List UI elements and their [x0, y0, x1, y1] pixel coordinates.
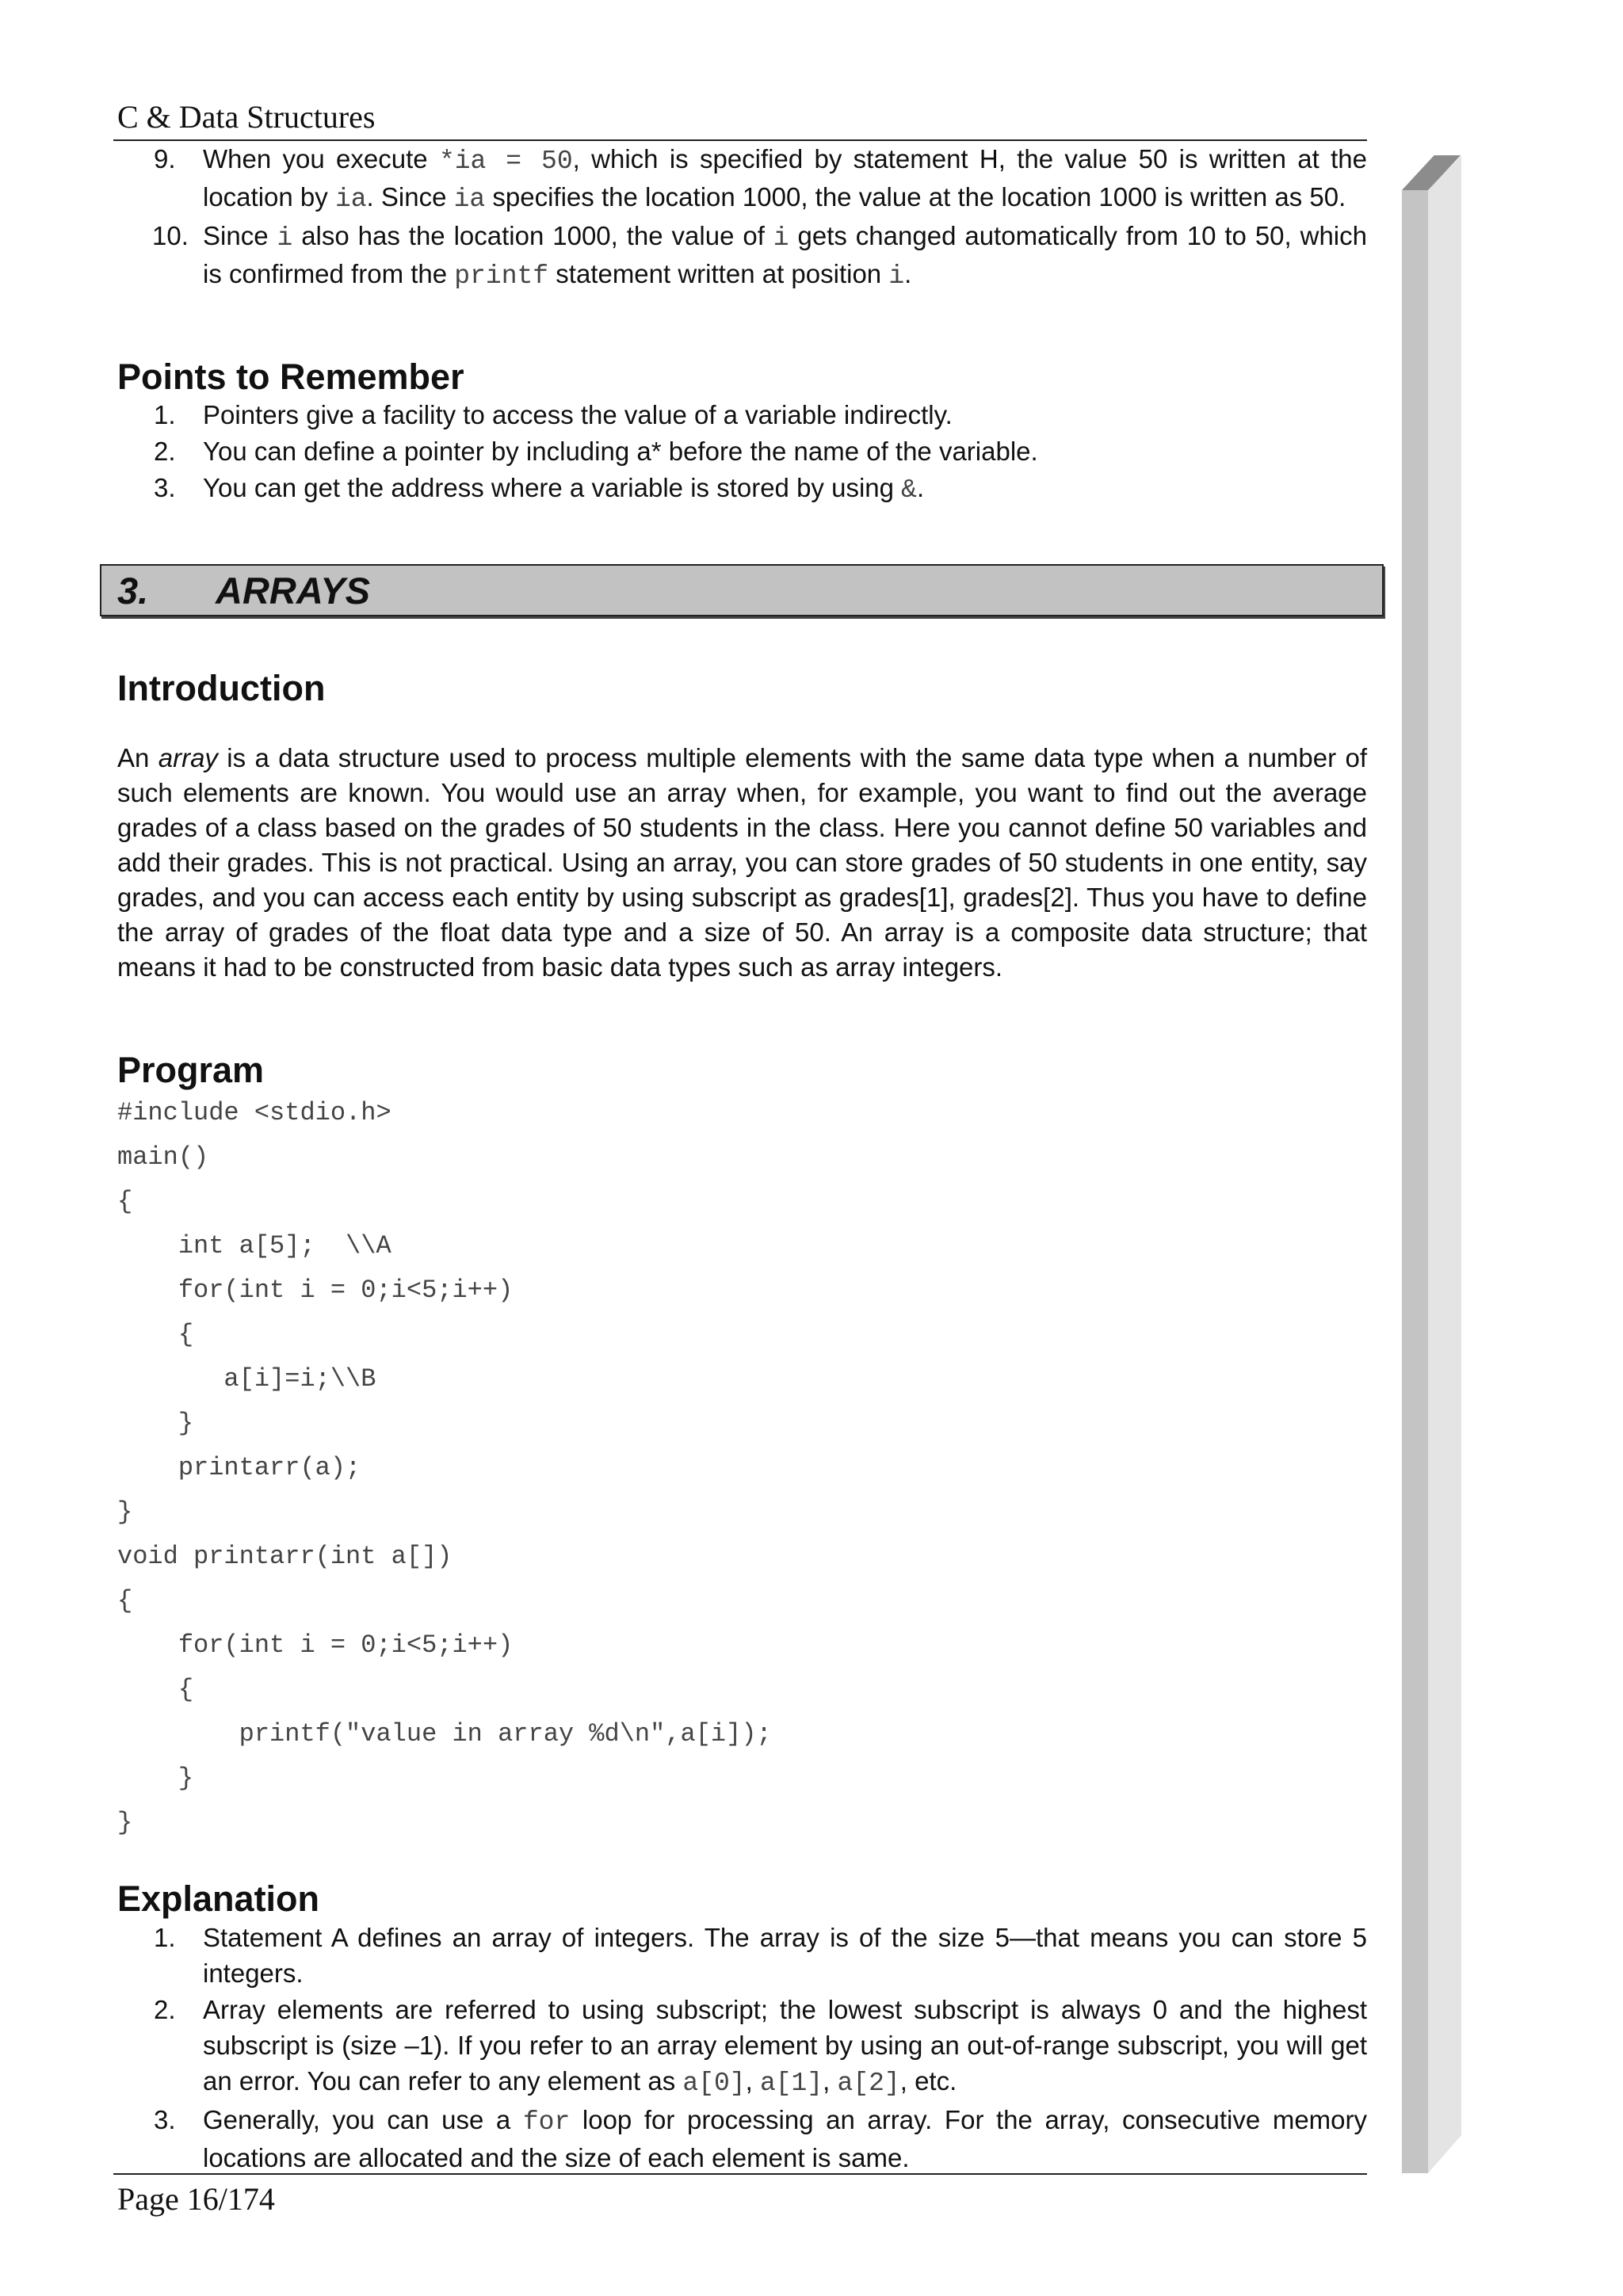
list-number: 1. [154, 1923, 176, 1952]
item-text: statement written at position [548, 259, 889, 288]
inline-code: a[1] [759, 2069, 823, 2098]
book-edge-side [1428, 155, 1461, 2173]
explanation-heading: Explanation [117, 1878, 320, 1919]
item-text: , which is specified by statement H, the value 50 is written at the location by [203, 144, 1367, 212]
item-text: , etc. [899, 2066, 957, 2096]
list-number: 2. [154, 1995, 176, 2024]
paragraph-text: An [117, 743, 158, 772]
list-item [117, 141, 1367, 217]
list-item [117, 470, 1367, 508]
item-text: Pointers give a facility to access the value of a variable indirectly. [203, 400, 953, 429]
emphasized-term: array [158, 743, 218, 772]
item-text: You can define a pointer by including a* before the name of the variable. [203, 437, 1038, 466]
inline-code: i [277, 223, 293, 253]
chapter-title: ARRAYS [216, 570, 370, 612]
introduction-paragraph [117, 741, 1367, 985]
inline-code: ia [334, 185, 367, 214]
item-text: , [745, 2066, 760, 2096]
list-number: 1. [154, 400, 176, 429]
inline-code: i [773, 223, 789, 253]
program-heading: Program [117, 1050, 265, 1090]
item-text: Since [203, 221, 277, 250]
points-heading: Points to Remember [117, 357, 464, 397]
list-item [117, 1920, 1367, 1991]
item-text: Statement A defines an array of integers. The array is of the size 5—that means you can store 5 integers. [203, 1923, 1367, 1988]
inline-code: & [901, 475, 917, 505]
list-number: 10. [152, 221, 189, 250]
chapter-number: 3. [117, 570, 149, 612]
page-number: Page 16/174 [117, 2181, 275, 2217]
item-text: loop for processing an array. For the array, consecutive memory locations are allocated and the size of each element is same. [203, 2105, 1368, 2172]
inline-code: ia [453, 185, 486, 214]
paragraph-text: is a data structure used to process multiple elements with the same data type when a number of such elements are known. You would use an array when, for example, you want to find out the average grades of a class based on the grades of 50 students in the class. Here you cannot define 50 variables and add their grades. This is not practical. Using an array, you can store grades of 50 students in one entity, say grades, and you can access each entity by using subscript as grades[1], grades[2]. Thus you have to define the array of grades of the float data type and a size of 50. An array is a composite data structure; that means it had to be constructed from basic data types such as array integers. [117, 743, 1367, 982]
list-number: 2. [154, 437, 176, 466]
item-text: . [916, 473, 925, 502]
inline-code: i [888, 261, 905, 291]
list-item [117, 1992, 1367, 2101]
footer-rule [113, 2173, 1367, 2175]
inline-code: printf [454, 261, 549, 291]
continued-list [117, 141, 1367, 295]
list-number: 9. [154, 144, 176, 174]
list-number: 3. [154, 473, 176, 502]
inline-code: for [522, 2107, 571, 2137]
list-item [117, 2102, 1367, 2176]
inline-code: *ia = 50 [438, 147, 573, 176]
code-listing: #include <stdio.h> main() { int a[5]; \\A for(int i = 0;i<5;i++) { a[i]=i;\\B } printarr(a); } void printarr(int a[]) { for(int i = 0;i<5;i++) { printf("value in array %d\n",a[i]); } } [117, 1098, 772, 1837]
inline-code: a[0] [682, 2069, 746, 2098]
item-text: , [823, 2066, 838, 2096]
inline-code: a[2] [837, 2069, 900, 2098]
explanation-section [117, 1877, 1367, 2176]
item-text: specifies the location 1000, the value at the location 1000 is written as 50. [485, 182, 1346, 212]
item-text: gets changed automatically from 10 to 50, which is confirmed from the [203, 221, 1367, 288]
item-text: You can get the address where a variable is stored by using [203, 473, 902, 502]
book-edge-front [1402, 190, 1428, 2173]
running-header: C & Data Structures [117, 99, 376, 135]
introduction-heading: Introduction [117, 668, 326, 708]
list-number: 3. [154, 2105, 176, 2134]
item-text: When you execute [203, 144, 439, 174]
item-text: Array elements are referred to using subscript; the lowest subscript is always 0 and the highest subscript is (size –1). If you refer to an array element by using an out-of-range subscript, you will get an error. You can refer to any element as [203, 1995, 1367, 2096]
item-text: . [904, 259, 912, 288]
program-section [117, 1048, 1367, 1845]
list-item [117, 433, 1367, 469]
item-text: . Since [366, 182, 454, 212]
chapter-heading-bar [100, 564, 1384, 616]
item-text: Generally, you can use a [203, 2105, 523, 2134]
list-item [117, 218, 1367, 294]
list-item [117, 397, 1367, 433]
item-text: also has the location 1000, the value of [292, 221, 773, 250]
points-section [117, 355, 1367, 509]
introduction-section [117, 666, 1367, 985]
